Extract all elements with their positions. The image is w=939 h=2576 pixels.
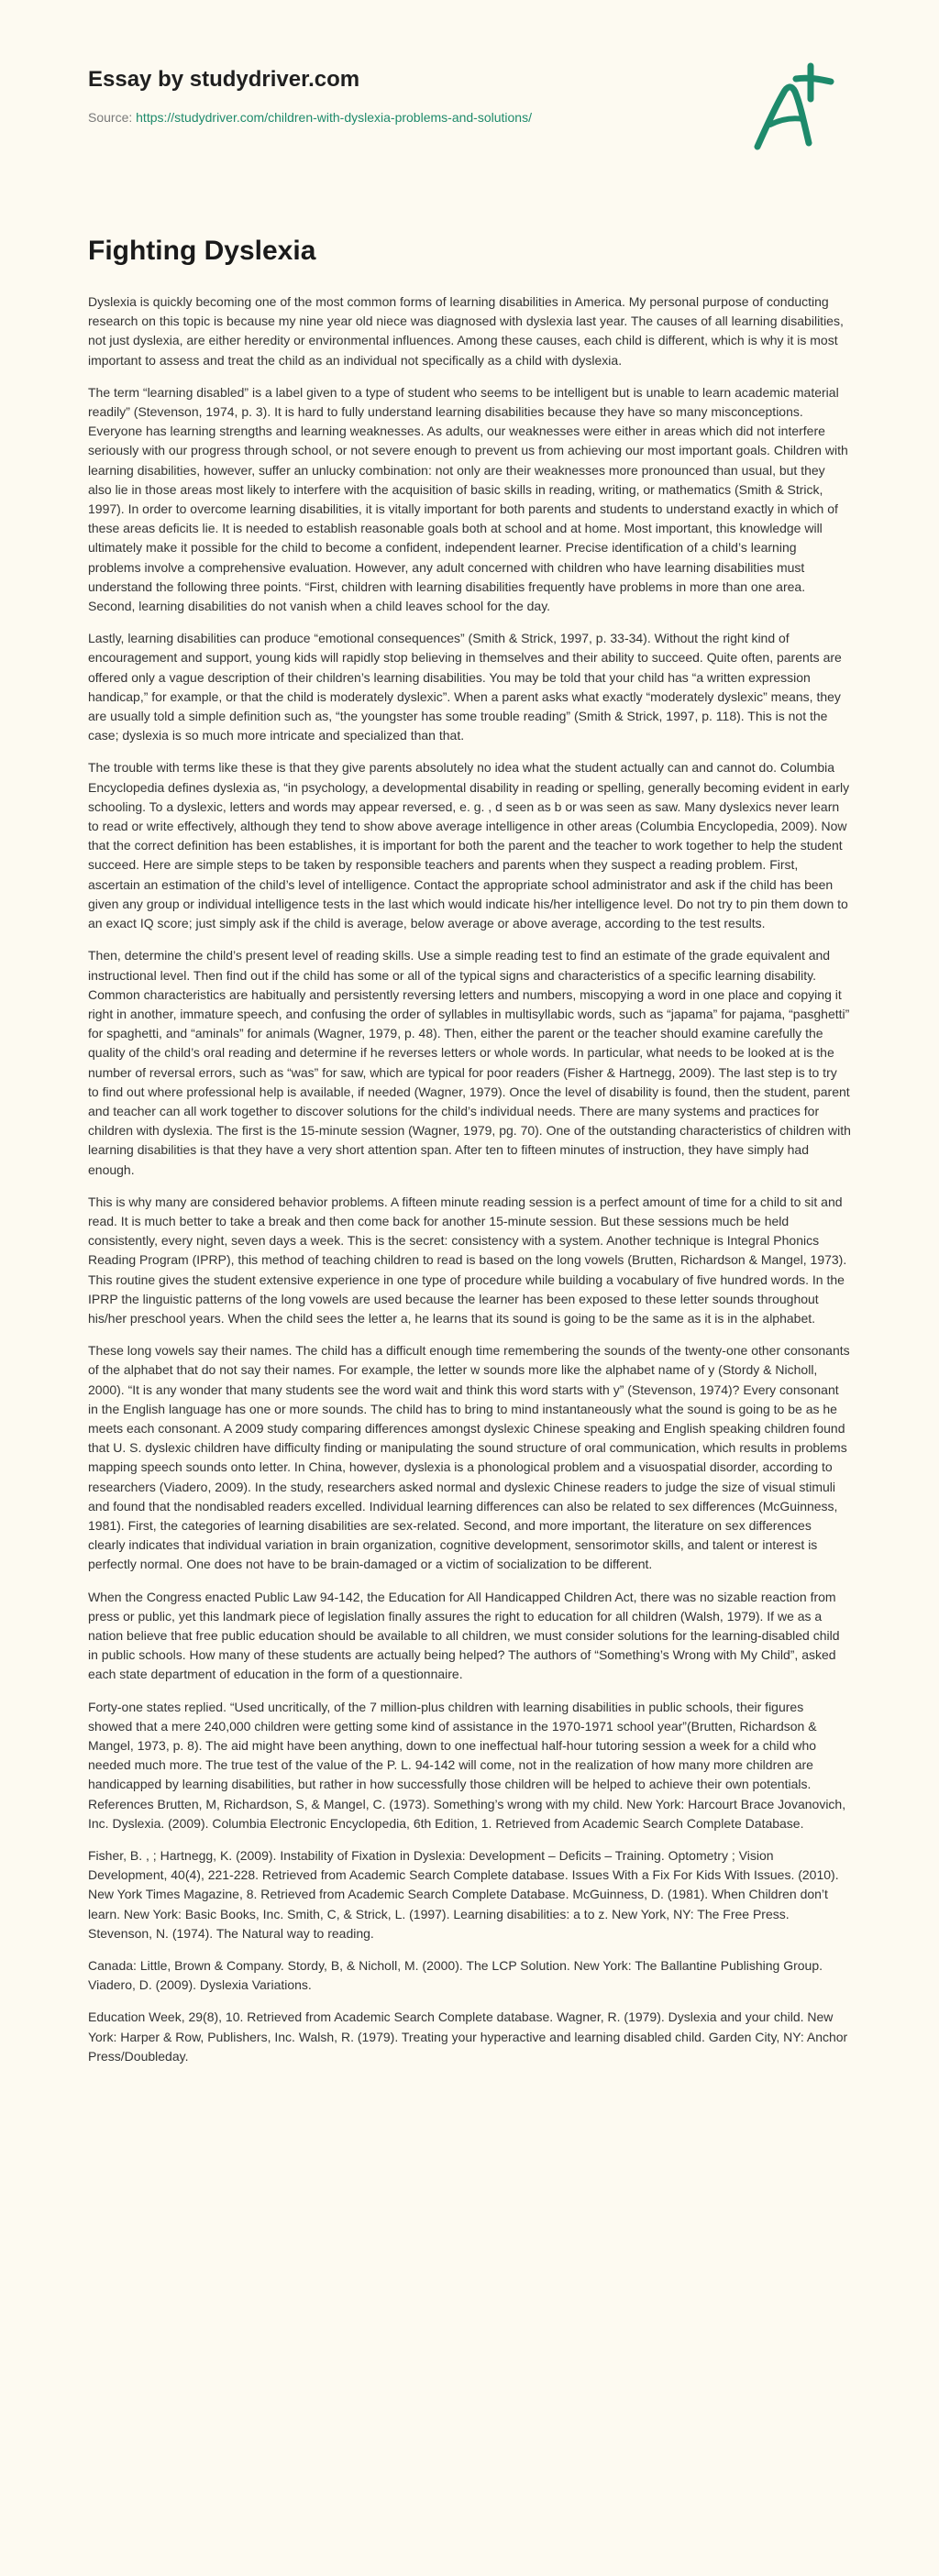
source-link[interactable]: https://studydriver.com/children-with-dyslexia-problems-and-solutions/ <box>136 110 532 125</box>
header <box>88 66 730 127</box>
essay-paragraph: Canada: Little, Brown & Company. Stordy, B, & Nicholl, M. (2000). The LCP Solution. New York: The Ballantine Publishing Group. Viadero, D. (2009). Dyslexia Variations. <box>88 1958 823 1993</box>
essay-paragraph: The trouble with terms like these is that they give parents absolutely no idea what the student actually can and cannot do. Columbia Encyclopedia defines dyslexia as, “in psychology, a developmental disability in reading or spelling, generally becoming evident in early schooling. To a dyslexic, letters and words may appear reversed, e. g. , d seen as b or was seen as saw. Many dyslexics never learn to read or write effectively, although they tend to show above average intelligence in other areas (Columbia Encyclopedia, 2009). Now that the correct definition has been establishes, it is important for both the parent and the teacher to work together to help the student succeed. Here are simple steps to be taken by responsible teachers and parents when they suspect a reading problem. First, ascertain an estimation of the child’s level of intelligence. Contact the appropriate school administrator and ask if the child has been given any group or individual intelligence tests in the last which would indicate his/her intelligence level. Do not try to pin them down to an exact IQ score; just simply ask if the child is average, below average or above average, according to the test results. <box>88 760 850 931</box>
essay-paragraph: Fisher, B. , ; Hartnegg, K. (2009). Instability of Fixation in Dyslexia: Development – Deficits – Training. Optometry ; Vision Development, 40(4), 221-228. Retrieved from Academic Search Complete database. Issues With a Fix For Kids With Issues. (2010). New York Times Magazine, 8. Retrieved from Academic Search Complete Database. McGuinness, D. (1981). When Children don’t learn. New York: Basic Books, Inc. Smith, C, & Strick, L. (1997). Learning disabilities: a to z. New York, NY: The Free Press. Stevenson, N. (1974). The Natural way to reading. <box>88 1848 839 1941</box>
source-line <box>88 108 730 127</box>
essay-paragraph: Dyslexia is quickly becoming one of the most common forms of learning disabilities in America. My personal purpose of conducting research on this topic is because my nine year old niece was diagnosed with dyslexia last year. The causes of all learning disabilities, not just dyslexia, are either heredity or environmental influences. Among these causes, each child is different, which is why it is most important to assess and treat the child as an individual not specifically as a child with dyslexia. <box>88 294 844 368</box>
source-label: Source: <box>88 110 137 125</box>
essay-content <box>88 234 851 2079</box>
essay-title: Fighting Dyslexia <box>88 236 316 266</box>
essay-paragraph: The term “learning disabled” is a label given to a type of student who seems to be intelligent but is unable to learn academic material readily” (Stevenson, 1974, p. 3). It is hard to fully understand learning disabilities because they have so many misconceptions. Everyone has learning strengths and learning weaknesses. As adults, our weaknesses were either in areas which did not interfere seriously with our progress through school, or not severe enough to prevent us from achieving our most important goals. Children with learning disabilities, however, suffer an unlucky combination: not only are their weaknesses more pronounced than usual, but they also lie in those areas most likely to interfere with the acquisition of basic skills in reading, writing, or mathematics (Smith & Strick, 1997). In order to overcome learning disabilities, it is vitally important for both parents and students to understand exactly in which of these areas deficits lie. It is needed to establish reasonable goals both at school and at home. Most important, this knowledge will ultimately make it possible for the child to become a confident, independent learner. Precise identification of a child’s learning problems involve a comprehensive evaluation. However, any adult concerned with children who have learning disabilities must understand the following three points. “First, children with learning disabilities frequently have problems in more than one area. Second, learning disabilities do not vanish when a child leaves school for the day. <box>88 384 848 614</box>
essay-paragraph: Then, determine the child’s present level of reading skills. Use a simple reading test to find an estimate of the grade equivalent and instructional level. Then find out if the child has some or all of the typical signs and characteristics of a specific learning disability. Common characteristics are habitually and persistently reversing letters and numbers, miscopying a word in one place and copying it right in another, immature speech, and confusing the order of syllables in multisyllabic words, such as “japama” for pajama, “pasghetti” for spaghetti, and “aminals” for animals (Wagner, 1979, p. 48). Then, either the parent or the teacher should examine carefully the quality of the child’s oral reading and determine if he reverses letters or whole words. In particular, what needs to be looked at is the number of reversal errors, such as “was” for saw, which are typical for poor readers (Fisher & Hartnegg, 2009). The last step is to try to find out where professional help is available, if needed (Wagner, 1979). Once the level of disability is found, then the student, parent and teacher can all work together to discover solutions for the child’s individual needs. There are many systems and practices for children with dyslexia. The first is the 15-minute session (Wagner, 1979, pg. 70). One of the outstanding characteristics of children with learning disabilities is that they have a very short attention span. After ten to fifteen minutes of instruction, they have simply had enough. <box>88 948 851 1177</box>
essay-paragraph: This is why many are considered behavior problems. A fifteen minute reading session is a perfect amount of time for a child to sit and read. It is much better to take a break and then come back for another 15-minute session. But these sessions much be held consistently, every night, seven days a week. This is the secret: consistency with a system. Another technique is Integral Phonics Reading Program (IPRP), this method of teaching children to read is based on the long vowels (Brutten, Richardson & Mangel, 1973). This routine gives the student extensive experience in one type of procedure while building a vocabulary of five hundred words. In the IPRP the linguistic patterns of the long vowels are used because the learner has been exposed to these letter sounds throughout his/her preschool years. When the child sees the letter a, he learns that its sound is going to be the same as it is in the alphabet. <box>88 1194 847 1326</box>
essay-paragraph: Education Week, 29(8), 10. Retrieved from Academic Search Complete database. Wagner, R. (1979). Dyslexia and your child. New York: Harper & Row, Publishers, Inc. Walsh, R. (1979). Treating your hyperactive and learning disabled child. Garden City, NY: Anchor Press/Doubleday. <box>88 2009 848 2064</box>
essay-paragraph: When the Congress enacted Public Law 94-142, the Education for All Handicapped Children Act, there was no sizable reaction from press or public, yet this landmark piece of legislation finally assures the right to education for all children (Walsh, 1979). If we as a nation believe that free public education should be available to all children, we must consider solutions for the learning-disabled child in public schools. How many of these students are actually being helped? The authors of “Something’s Wrong with My Child”, asked each state department of education in the form of a questionnaire. <box>88 1589 840 1682</box>
essay-paragraph: Forty-one states replied. “Used uncritically, of the 7 million-plus children with learning disabilities in public schools, their figures showed that a mere 240,000 children were getting some kind of assistance in the 1970-1971 school year”(Brutten, Richardson & Mangel, 1973, p. 8). The aid might have been anything, down to one ineffectual half-hour tutoring session a week for a child who needed much more. The true test of the value of the P. L. 94-142 will come, not in the realization of how many more children are handicapped by learning disabilities, but rather in how successfully those children will be helped to achieve their own potentials. References Brutten, M, Richardson, S, & Mangel, C. (1973). Something’s wrong with my child. New York: Harcourt Brace Jovanovich, Inc. Dyslexia. (2009). Columbia Electronic Encyclopedia, 6th Edition, 1. Retrieved from Academic Search Complete Database. <box>88 1699 846 1831</box>
site-title: Essay by studydriver.com <box>88 67 360 92</box>
essay-paragraph: These long vowels say their names. The child has a difficult enough time remembering the sounds of the twenty-one other consonants of the alphabet that do not say their names. For example, the letter w sounds more like the alphabet name of y (Stordy & Nicholl, 2000). “It is any wonder that many students see the word wait and think this word starts with y” (Stevenson, 1974)? Every consonant in the English language has one or more sounds. The child has to bring to mind instantaneously what the sound is going to be as he meets each consonant. A 2009 study comparing differences amongst dyslexic Chinese speaking and English speaking children found that U. S. dyslexic children have difficulty finding or manipulating the sound structure of oral communication, which results in problems mapping speech sounds onto letter. In China, however, dyslexia is a phonological problem and a visuospatial disorder, according to researchers (Viadero, 2009). In the study, researchers asked normal and dyslexic Chinese readers to judge the size of visual stimuli and found that the nondisabled readers excelled. Individual learning differences can also be related to sex differences (McGuinness, 1981). First, the categories of learning disabilities are sex-related. Second, and more important, the literature on sex differences clearly indicates that individual variation in brain organization, cognitive development, sensorimotor skills, and talent or interest is perfectly normal. One does not have to be brain-damaged or a victim of socialization to be different. <box>88 1343 850 1572</box>
a-plus-logo-icon <box>752 59 844 160</box>
essay-paragraph: Lastly, learning disabilities can produce “emotional consequences” (Smith & Strick, 1997, p. 33-34). Without the right kind of encouragement and support, young kids will rapidly stop believing in themselves and their ability to succeed. Quite often, parents are offered only a vague description of their children’s learning disabilities. You may be told that your child has “a written expression handicap,” for example, or that the child is moderately dyslexic”. When a parent asks what exactly “moderately dyslexic” means, they are usually told a simple definition such as, “the youngster has some trouble reading” (Smith & Strick, 1997, p. 118). This is not the case; dyslexia is so much more intricate and specialized than that. <box>88 631 842 743</box>
